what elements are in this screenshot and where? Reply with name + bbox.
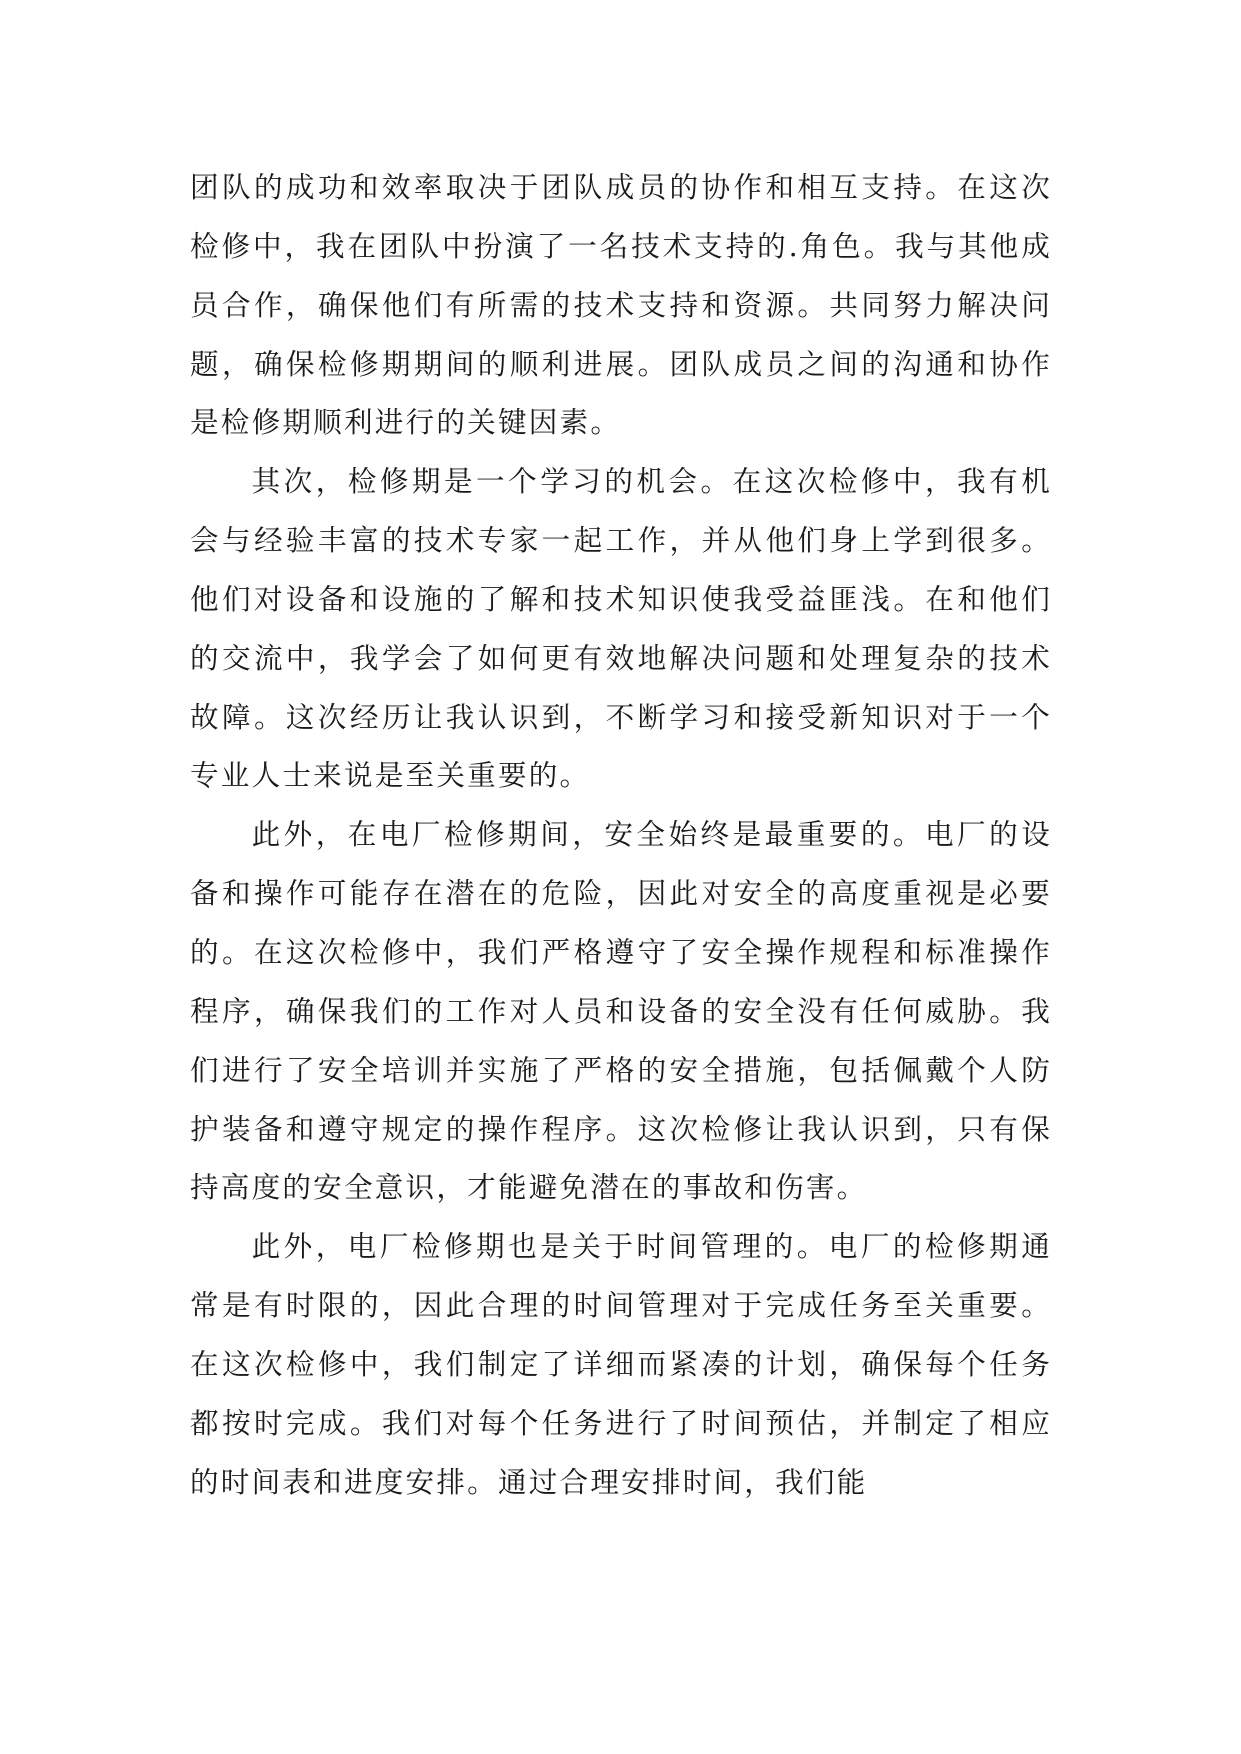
document-body (190, 158, 1052, 1511)
paragraph-learning: 其次，检修期是一个学习的机会。在这次检修中，我有机会与经验丰富的技术专家一起工作，并从他们身上学到很多。他们对设备和设施的了解和技术知识使我受益匪浅。在和他们的交流中，我学会了如何更有效地解决问题和处理复杂的技术故障。这次经历让我认识到，不断学习和接受新知识对于一个专业人士来说是至关重要的。 (190, 464, 1052, 793)
paragraph-safety: 此外，在电厂检修期间，安全始终是最重要的。电厂的设备和操作可能存在潜在的危险，因此对安全的高度重视是必要的。在这次检修中，我们严格遵守了安全操作规程和标准操作程序，确保我们的工作对人员和设备的安全没有任何威胁。我们进行了安全培训并实施了严格的安全措施，包括佩戴个人防护装备和遵守规定的操作程序。这次检修让我认识到，只有保持高度的安全意识，才能避免潜在的事故和伤害。 (190, 817, 1052, 1205)
paragraph-teamwork: 团队的成功和效率取决于团队成员的协作和相互支持。在这次检修中，我在团队中扮演了一名技术支持的.角色。我与其他成员合作，确保他们有所需的技术支持和资源。共同努力解决问题，确保检修期期间的顺利进展。团队成员之间的沟通和协作是检修期顺利进行的关键因素。 (190, 170, 1052, 440)
paragraph-time-management: 此外，电厂检修期也是关于时间管理的。电厂的检修期通常是有时限的，因此合理的时间管理对于完成任务至关重要。在这次检修中，我们制定了详细而紧凑的计划，确保每个任务都按时完成。我们对每个任务进行了时间预估，并制定了相应的时间表和进度安排。通过合理安排时间，我们能 (190, 1229, 1052, 1499)
